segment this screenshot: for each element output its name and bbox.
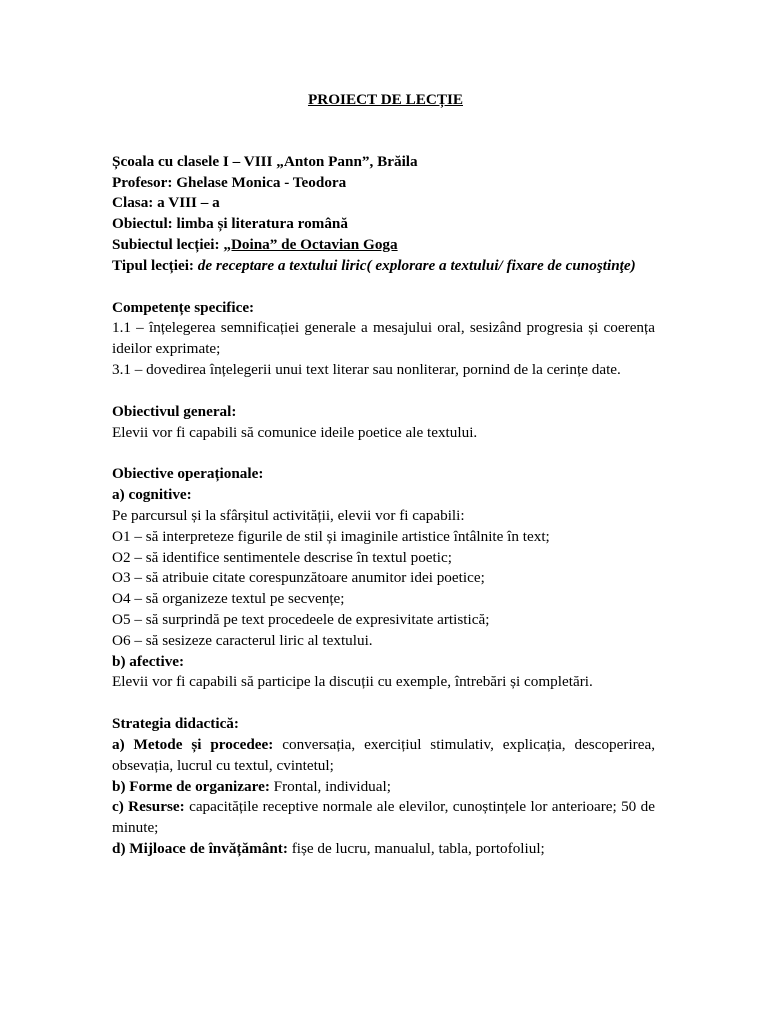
- competences-heading: Competențe specifice:: [112, 298, 255, 316]
- teacher-line: Profesor: Ghelase Monica - Teodora: [112, 173, 347, 191]
- strategy-item-label: d) Mijloace de învățământ:: [112, 839, 292, 857]
- class-line: Clasa: a VIII – a: [112, 194, 220, 212]
- strategy-item-text: Frontal, individual;: [273, 777, 391, 795]
- school-line: Școala cu clasele I – VIII „Anton Pann”, Brăila: [112, 152, 418, 170]
- strategy-item: [112, 777, 655, 798]
- competence-item: 3.1 – dovedirea înțelegerii unui text literar sau nonliterar, pornind de la cerințe date.: [112, 360, 621, 378]
- cognitive-heading: a) cognitive:: [112, 486, 192, 504]
- strategy-item-label: a) Metode și procedee:: [112, 735, 283, 753]
- objective-item: O3 – să atribuie citate corespunzătoare anumitor idei poetice;: [112, 569, 485, 587]
- strategy-item: [112, 797, 655, 839]
- subject-line: Obiectul: limba și literatura română: [112, 215, 348, 233]
- cognitive-intro: Pe parcursul și la sfârșitul activității, elevii vor fi capabili:: [112, 506, 465, 524]
- operational-objectives-heading: Obiective operaționale:: [112, 465, 264, 483]
- affective-heading: b) afective:: [112, 652, 185, 670]
- objective-item: O1 – să interpreteze figurile de stil și imaginile artistice întâlnite în text;: [112, 527, 550, 545]
- objective-item: O4 – să organizeze textul pe secvențe;: [112, 590, 345, 608]
- lesson-type-line: [112, 256, 655, 277]
- affective-text: Elevii vor fi capabili să participe la discuții cu exemple, întrebări și completări.: [112, 673, 593, 691]
- topic-label: Subiectul lecției:: [112, 235, 224, 253]
- strategy-item-text: fișe de lucru, manualul, tabla, portofoliul;: [291, 839, 545, 857]
- objective-item: O6 – să sesizeze caracterul liric al textului.: [112, 631, 373, 649]
- general-objective-text: Elevii vor fi capabili să comunice ideile poetice ale textului.: [112, 423, 478, 441]
- lesson-type-label: Tipul lecției:: [112, 256, 198, 274]
- strategy-item-label: c) Resurse:: [112, 798, 190, 816]
- strategy-item: [112, 735, 655, 777]
- topic-value: „Doina” de Octavian Goga: [223, 235, 398, 253]
- document-page: [112, 90, 655, 860]
- strategy-item-text: conversația, exercițiul stimulativ, explicația, descoperirea, obsevația, lucrul cu textul, cvintetul;: [112, 735, 655, 774]
- objective-item: O2 – să identifice sentimentele descrise în textul poetic;: [112, 548, 452, 566]
- topic-line: [112, 235, 655, 256]
- strategy-item-text: capacitățile receptive normale ale elevilor, cunoștințele lor anterioare; 50 de minute;: [112, 798, 655, 837]
- lesson-type-value: de receptare a textului liric( explorare a textului/ fixare de cunoştinţe): [197, 256, 636, 274]
- strategy-item-label: b) Forme de organizare:: [112, 777, 274, 795]
- objective-item: O5 – să surprindă pe text procedeele de expresivitate artistică;: [112, 610, 490, 628]
- strategy-item: [112, 839, 655, 860]
- strategy-heading: Strategia didactică:: [112, 715, 239, 733]
- document-title: PROIECT DE LECȚIE: [307, 91, 463, 108]
- competence-item: 1.1 – înțelegerea semnificației generale a mesajului oral, sesizând progresia și coerența ideilor exprimate;: [112, 319, 655, 358]
- general-objective-heading: Obiectivul general:: [112, 402, 237, 420]
